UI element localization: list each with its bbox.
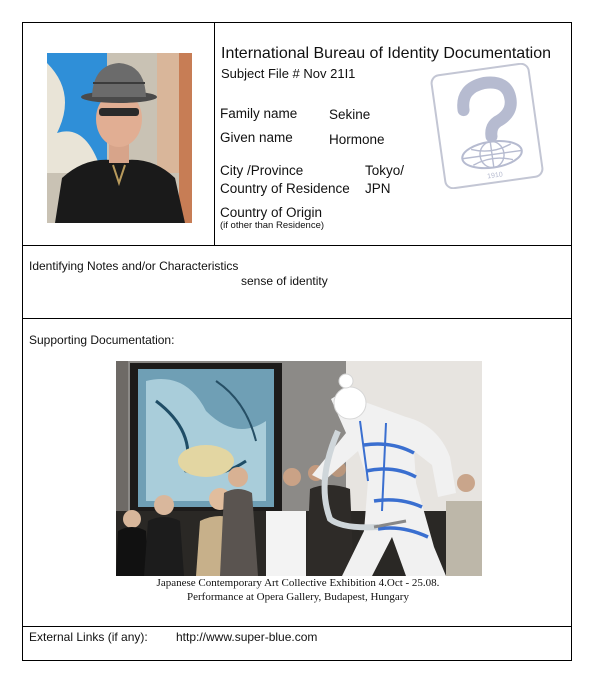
- supporting-documentation-label: Supporting Documentation:: [29, 333, 175, 347]
- family-name-value: Sekine: [329, 107, 371, 122]
- identifying-notes-label: Identifying Notes and/or Characteristics: [29, 259, 239, 273]
- identifying-notes-value: sense of identity: [241, 274, 328, 288]
- external-link-url[interactable]: http://www.super-blue.com: [176, 630, 318, 644]
- family-name-label: Family name: [220, 106, 298, 121]
- external-links-label: External Links (if any):: [29, 630, 148, 644]
- photo-caption-line-1: Japanese Contemporary Art Collective Exhibition 4.Oct - 25.08.: [156, 577, 440, 589]
- city-value: Tokyo/: [365, 163, 405, 178]
- city-label: City /Province: [220, 163, 304, 178]
- section-divider-identity: [23, 245, 571, 246]
- performance-photo: [116, 361, 482, 576]
- section-divider-supporting: [23, 626, 571, 627]
- question-globe-seal-icon: [428, 63, 546, 189]
- photo-caption-line-2: Performance at Opera Gallery, Budapest, Hungary: [187, 591, 409, 603]
- country-origin-note: (if other than Residence): [220, 220, 325, 231]
- country-origin-label: Country of Origin: [220, 205, 323, 220]
- bureau-title: International Bureau of Identity Documentation: [221, 45, 551, 62]
- header-column-divider: [214, 23, 215, 245]
- given-name-value: Hormone: [329, 132, 385, 147]
- given-name-label: Given name: [220, 130, 293, 145]
- subject-file-number: Subject File # Nov 21I1: [221, 66, 356, 81]
- subject-portrait-photo: [47, 53, 192, 223]
- seal-year: 1910: [486, 171, 504, 181]
- document-frame: [22, 22, 572, 661]
- country-residence-value: JPN: [365, 181, 391, 196]
- section-divider-notes: [23, 318, 571, 319]
- country-residence-label: Country of Residence: [220, 181, 350, 196]
